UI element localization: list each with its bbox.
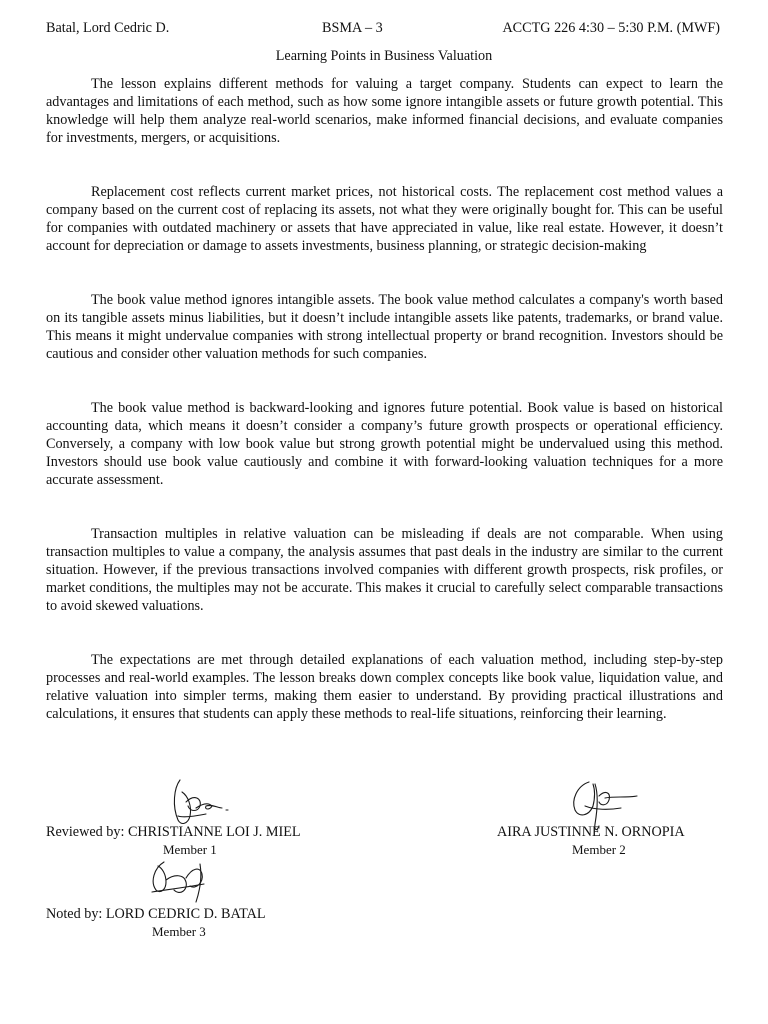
- member2-role: Member 2: [572, 842, 626, 857]
- paragraph-book-value-intangibles: The book value method ignores intangible assets. The book value method calculates a company's worth based on its tangible assets minus liabilities, but it doesn’t include intangible assets like patents, trademarks, or brand value. This means it might undervalue companies with strong intellectual property or brand recognition. Investors should be cautious and consider other valuation methods for such companies.: [46, 292, 723, 362]
- reviewed-by-line: Reviewed by: CHRISTIANNE LOI J. MIEL: [46, 824, 301, 840]
- paragraph-replacement-cost: Replacement cost reflects current market prices, not historical costs. The replacement cost method values a company based on the current cost of replacing its assets, not what they were originally bought for. This can be useful for companies with outdated machinery or assets that have appreciated in value, like real estate. However, it doesn’t account for depreciation or damage to assets investments, business planning, or strategic decision-making: [46, 184, 723, 254]
- paragraph-transaction-multiples: Transaction multiples in relative valuation can be misleading if deals are not comparable. When using transaction multiples to value a company, the analysis assumes that past deals in the industry are similar to the current situation. However, if the previous transactions involved companies with different growth prospects, risk profiles, or market conditions, the multiples may not be accurate. This makes it crucial to carefully select comparable transactions to avoid skewed valuations.: [46, 526, 723, 614]
- section-label: BSMA – 3: [322, 20, 383, 36]
- signature-miel: [166, 776, 236, 830]
- signature-batal: [144, 856, 214, 908]
- paragraph-expectations: The expectations are met through detailed explanations of each valuation method, including step-by-step processes and real-world examples. The lesson breaks down complex concepts like book value, liquidation value, and relative valuation into simpler terms, making them easier to understand. By providing practical illustrations and calculations, it ensures that students can apply these methods to real-life situations, reinforcing their learning.: [46, 652, 723, 722]
- paragraph-intro: The lesson explains different methods for valuing a target company. Students can expect to learn the advantages and limitations of each method, such as how some ignore intangible assets or future growth potential. This knowledge will help them analyze real-world scenarios, make informed financial decisions, and evaluate companies for investments, mergers, or acquisitions.: [46, 76, 723, 146]
- paragraph-book-value-backward: The book value method is backward-looking and ignores future potential. Book value is based on historical accounting data, which means it doesn’t consider a company’s future growth prospects or operational efficiency. Conversely, a company with low book value but strong growth potential might be undervalued using this method. Investors should use book value cautiously and combine it with forward-looking valuation techniques for a more accurate assessment.: [46, 400, 723, 488]
- member2-name: AIRA JUSTINNE N. ORNOPIA: [497, 824, 685, 840]
- student-name: Batal, Lord Cedric D.: [46, 20, 170, 36]
- course-schedule: ACCTG 226 4:30 – 5:30 P.M. (MWF): [502, 20, 720, 36]
- document-header: [46, 19, 720, 37]
- document-title: Learning Points in Business Valuation: [275, 48, 493, 64]
- noted-by-line: Noted by: LORD CEDRIC D. BATAL: [46, 906, 266, 922]
- member3-role: Member 3: [152, 924, 206, 939]
- document-body: [46, 75, 723, 723]
- member1-role: Member 1: [163, 842, 217, 857]
